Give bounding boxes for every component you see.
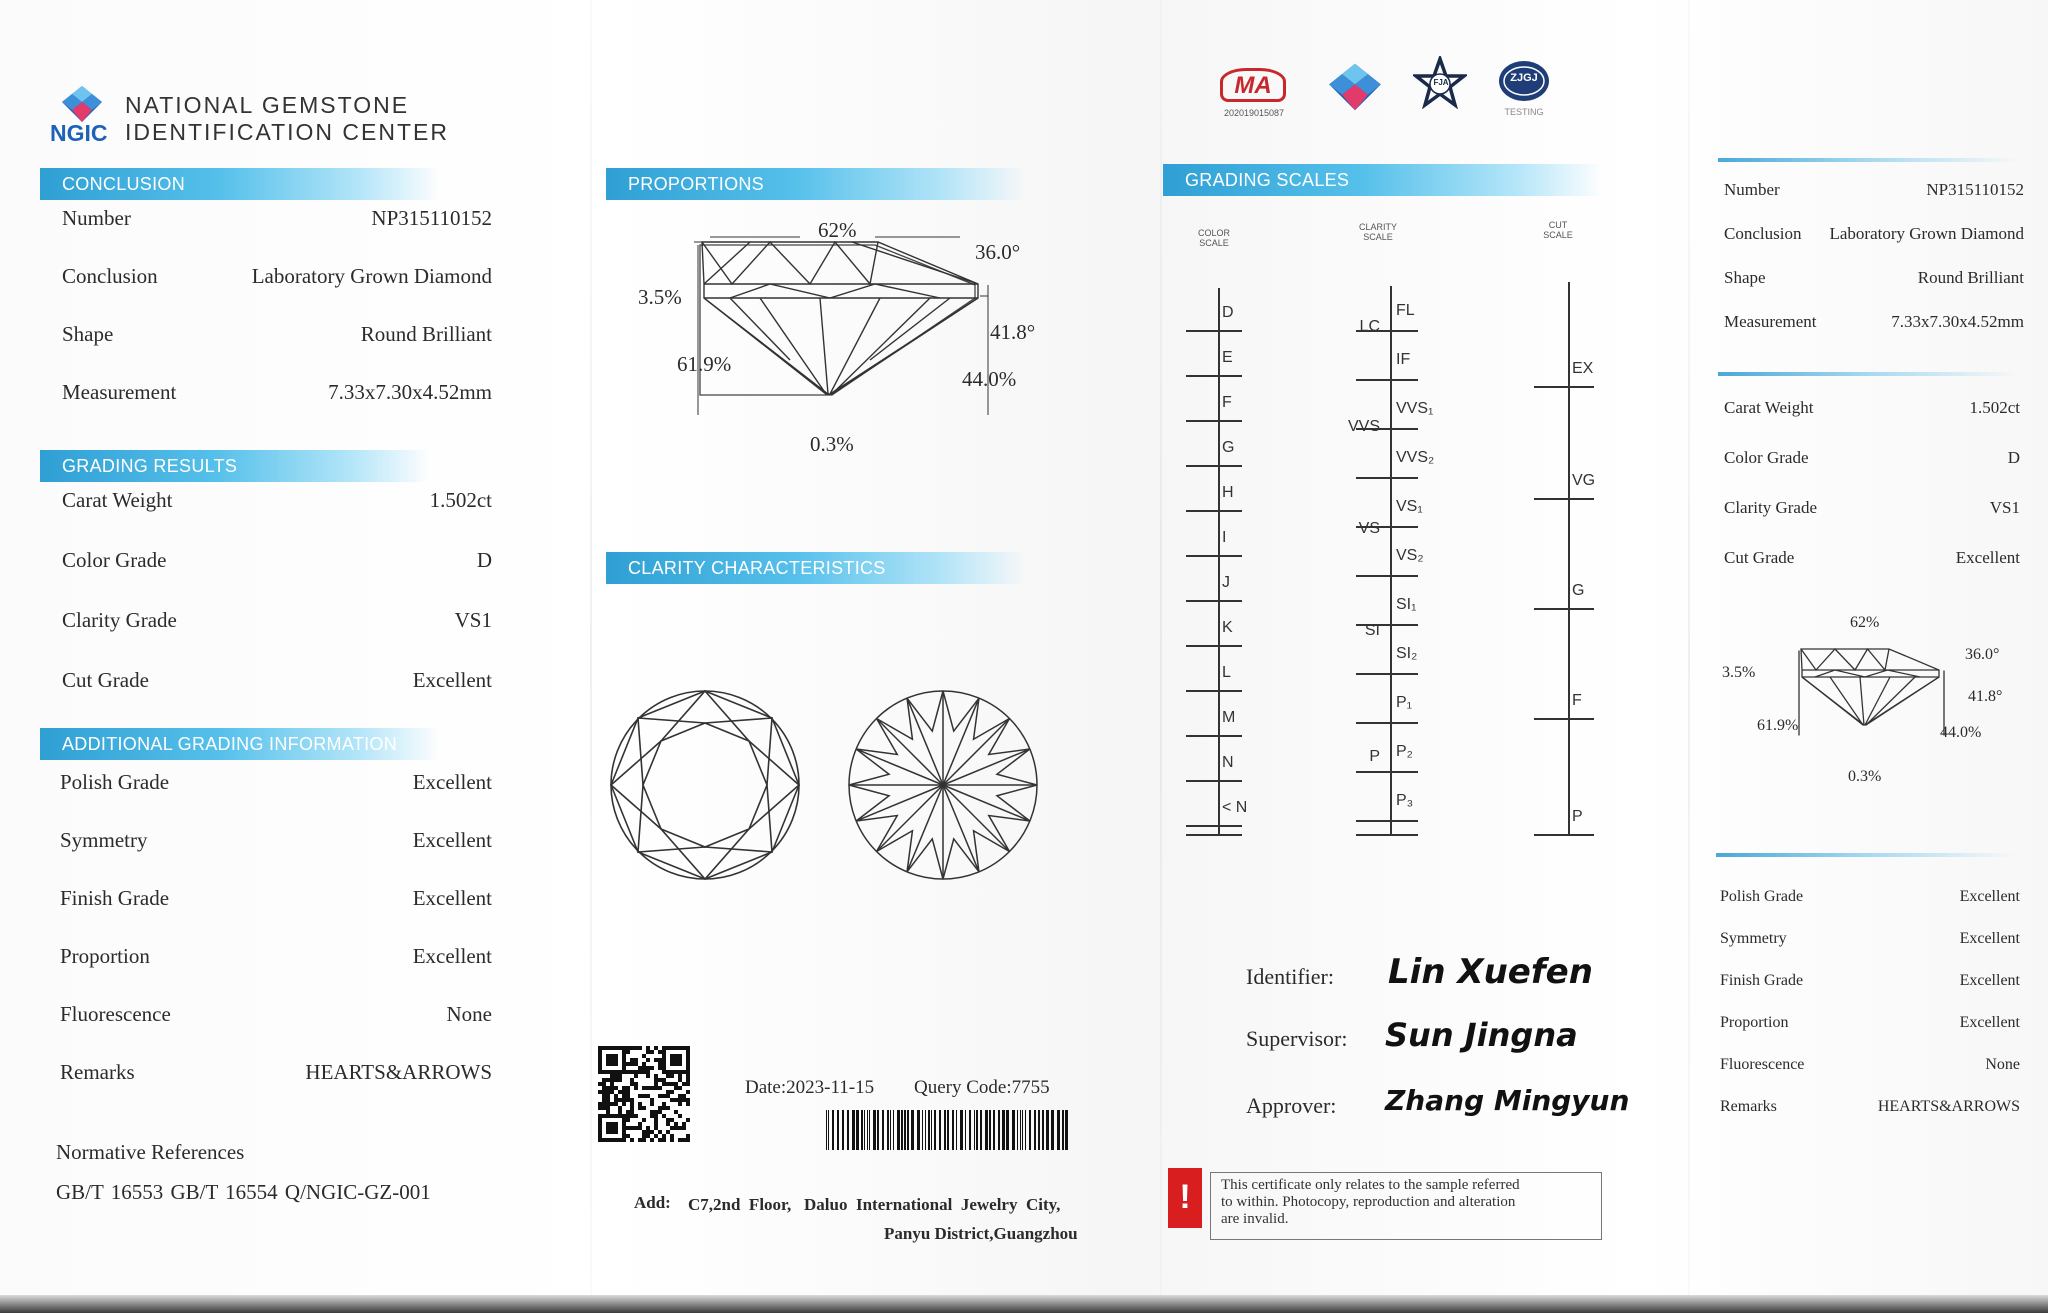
row-value: None xyxy=(1985,1056,2020,1073)
row-value: Excellent xyxy=(1959,888,2020,905)
color-scale-title xyxy=(1186,228,1242,248)
row-label: Shape xyxy=(62,322,114,346)
approver-signature: Zhang Mingyun xyxy=(1385,1084,1630,1117)
exclamation-icon: ! xyxy=(1168,1168,1202,1228)
row-label: Conclusion xyxy=(1724,224,1802,243)
info-row xyxy=(60,944,492,974)
cut-scale-title-2: SCALE xyxy=(1543,230,1573,240)
cut-scale-tick xyxy=(1534,608,1594,610)
cut-scale-title xyxy=(1530,220,1586,240)
row-value: Excellent xyxy=(412,828,492,852)
info-row xyxy=(1724,498,2020,528)
color-scale-tick xyxy=(1186,330,1242,332)
disclaimer-line-3: are invalid. xyxy=(1221,1211,1289,1227)
info-row xyxy=(62,608,492,638)
barcode-icon[interactable] xyxy=(826,1110,1070,1150)
clarity-scale-title xyxy=(1350,222,1406,242)
row-label: Cut Grade xyxy=(62,668,149,692)
row-value: HEARTS&ARROWS xyxy=(305,1060,492,1084)
clarity-group-label: VS xyxy=(1358,520,1380,537)
color-grade-label: E xyxy=(1222,349,1233,366)
color-scale-tick xyxy=(1186,834,1242,836)
clarity-scale-tick xyxy=(1356,834,1418,836)
row-value: D xyxy=(476,548,492,572)
color-grade-label: M xyxy=(1222,709,1236,726)
row-label: Number xyxy=(1724,180,1780,199)
query-code: Query Code:7755 xyxy=(914,1077,1050,1098)
row-value: NP315110152 xyxy=(371,206,492,230)
row-value: 7.33x7.30x4.52mm xyxy=(1891,312,2024,331)
address-line-2: Panyu District,Guangzhou xyxy=(884,1224,1078,1243)
cut-grade-label: EX xyxy=(1572,360,1594,377)
fold-line xyxy=(590,0,592,1313)
zjgj-subtext: TESTING xyxy=(1504,107,1544,117)
row-value: Laboratory Grown Diamond xyxy=(251,264,492,288)
cut-scale-title-1: CUT xyxy=(1548,220,1568,230)
row-label: Fluorescence xyxy=(60,1002,171,1026)
clarity-grade-label: VS₁ xyxy=(1396,498,1423,515)
disclaimer-line-2: to within. Photocopy, reproduction and alteration xyxy=(1221,1194,1516,1210)
summary-rule-2 xyxy=(1718,372,2018,376)
clarity-scale-tick xyxy=(1356,379,1418,381)
summary-culet: 0.3% xyxy=(1848,768,1882,785)
color-grade-label: H xyxy=(1222,484,1234,501)
info-row xyxy=(60,886,492,916)
color-scale-tick xyxy=(1186,825,1242,827)
clarity-grade-label: VS₂ xyxy=(1396,547,1424,564)
info-row xyxy=(60,1060,492,1090)
clarity-scale-title-2: SCALE xyxy=(1363,232,1393,242)
ngic-logo-icon xyxy=(58,84,106,124)
info-row xyxy=(62,322,492,352)
color-grade-label: D xyxy=(1222,304,1234,321)
color-grade-label: L xyxy=(1222,664,1231,681)
summary-proportions-diagram xyxy=(1760,628,1960,758)
fja-text: FJA xyxy=(1433,78,1449,87)
proportions-banner: PROPORTIONS xyxy=(606,168,1026,200)
clarity-grade-label: IF xyxy=(1396,351,1411,368)
cut-grade-label: VG xyxy=(1572,472,1596,489)
info-row xyxy=(60,828,492,858)
fold-line xyxy=(1688,0,1690,1313)
row-label: Clarity Grade xyxy=(62,608,177,632)
color-grade-label: K xyxy=(1222,619,1233,636)
certificate-date: Date:2023-11-15 xyxy=(745,1077,875,1098)
row-value: Excellent xyxy=(1955,548,2020,567)
summary-pavilion-angle: 41.8° xyxy=(1968,688,2003,705)
supervisor-label: Supervisor: xyxy=(1246,1026,1348,1051)
ma-logo: MA xyxy=(1220,68,1286,102)
row-value: VS1 xyxy=(454,608,492,632)
clarity-grade-label: P₁ xyxy=(1396,694,1413,711)
row-value: VS1 xyxy=(1989,498,2020,517)
clarity-scale-title-1: CLARITY xyxy=(1358,222,1397,232)
color-scale-title-2: SCALE xyxy=(1199,238,1229,248)
color-grade-label: F xyxy=(1222,394,1232,411)
address-line-1: C7,2nd Floor, Daluo International Jewelry City, xyxy=(688,1195,1061,1214)
color-scale-title-1: COLOR xyxy=(1197,228,1230,238)
color-grade-label: J xyxy=(1222,574,1230,591)
info-row xyxy=(1720,930,2020,960)
culet: 0.3% xyxy=(810,432,854,456)
clarity-scale-tick xyxy=(1356,722,1418,724)
info-row xyxy=(1720,1014,2020,1044)
color-scale-tick xyxy=(1186,780,1242,782)
summary-table-percent: 62% xyxy=(1850,614,1880,631)
color-scale-axis xyxy=(1218,288,1220,836)
row-label: Fluorescence xyxy=(1720,1056,1805,1073)
cut-scale-tick xyxy=(1534,718,1594,720)
summary-rule-3 xyxy=(1716,853,2016,857)
color-grade-label: I xyxy=(1222,529,1227,546)
fold-line xyxy=(1160,0,1162,1313)
row-value: Round Brilliant xyxy=(1917,268,2024,287)
grading-scales-banner: GRADING SCALES xyxy=(1163,164,1603,196)
info-row xyxy=(1724,224,2024,254)
clarity-group-label: SI xyxy=(1364,622,1380,639)
row-label: Measurement xyxy=(1724,312,1817,331)
row-label: Remarks xyxy=(60,1060,135,1084)
row-label: Polish Grade xyxy=(1720,888,1804,905)
info-row xyxy=(62,206,492,236)
color-grade-label: G xyxy=(1222,439,1235,456)
info-row xyxy=(1724,312,2024,342)
clarity-scale-tick xyxy=(1356,673,1418,675)
info-row xyxy=(1720,888,2020,918)
clarity-grade-label: FL xyxy=(1396,302,1415,319)
info-row xyxy=(1724,268,2024,298)
color-scale-tick xyxy=(1186,690,1242,692)
pavilion-plot-diagram xyxy=(843,685,1043,885)
supervisor-signature: Sun Jingna xyxy=(1385,1016,1578,1054)
normative-references-value: GB/T 16553 GB/T 16554 Q/NGIC-GZ-001 xyxy=(56,1180,431,1204)
row-label: Conclusion xyxy=(62,264,158,288)
row-value: Excellent xyxy=(412,770,492,794)
zjgj-text: ZJGJ xyxy=(1510,72,1538,84)
identifier-signature: Lin Xuefen xyxy=(1388,952,1593,992)
clarity-scale-tick xyxy=(1356,771,1418,773)
row-label: Symmetry xyxy=(1720,930,1787,947)
info-row xyxy=(1724,180,2024,210)
crown-angle: 36.0° xyxy=(975,240,1021,264)
qr-code-icon[interactable] xyxy=(598,1045,690,1143)
approver-label: Approver: xyxy=(1246,1093,1337,1118)
row-value: 7.33x7.30x4.52mm xyxy=(328,380,492,404)
proportions-diagram xyxy=(620,210,1020,450)
info-row xyxy=(62,488,492,518)
clarity-grade-label: P₃ xyxy=(1396,792,1414,809)
clarity-scale-tick xyxy=(1356,477,1418,479)
row-value: Excellent xyxy=(412,944,492,968)
info-row xyxy=(1724,448,2020,478)
row-value: Round Brilliant xyxy=(360,322,492,346)
row-label: Proportion xyxy=(60,944,150,968)
clarity-grade-label: VVS₁ xyxy=(1396,400,1434,417)
clarity-group-label: LC xyxy=(1359,318,1380,335)
disclaimer-box xyxy=(1210,1172,1602,1240)
info-row xyxy=(1720,972,2020,1002)
row-value: Laboratory Grown Diamond xyxy=(1829,224,2024,243)
info-row xyxy=(62,668,492,698)
ma-number: 202019015087 xyxy=(1223,108,1285,118)
row-value: 1.502ct xyxy=(1969,398,2020,417)
info-row xyxy=(62,380,492,410)
cut-grade-label: F xyxy=(1572,692,1582,709)
additional-grading-banner: ADDITIONAL GRADING INFORMATION xyxy=(40,728,440,760)
identifier-label: Identifier: xyxy=(1246,964,1334,989)
sheet-bottom-edge xyxy=(0,1295,2048,1313)
row-value: Excellent xyxy=(1959,930,2020,947)
clarity-grade-label: P₂ xyxy=(1396,743,1413,760)
crown-height: 3.5% xyxy=(638,285,682,309)
color-scale-tick xyxy=(1186,510,1242,512)
table-percent: 62% xyxy=(818,218,857,242)
color-scale-tick xyxy=(1186,735,1242,737)
row-label: Measurement xyxy=(62,380,177,404)
pavilion-angle: 41.8° xyxy=(990,320,1036,344)
info-row xyxy=(60,1002,492,1032)
row-label: Number xyxy=(62,206,131,230)
info-row xyxy=(62,548,492,578)
clarity-group-label: VVS xyxy=(1347,418,1380,435)
color-scale-tick xyxy=(1186,465,1242,467)
row-label: Carat Weight xyxy=(1724,398,1814,417)
clarity-scale-tick xyxy=(1356,820,1418,822)
row-label: Proportion xyxy=(1720,1014,1789,1031)
cut-grade-label: G xyxy=(1572,582,1585,599)
color-scale-tick xyxy=(1186,375,1242,377)
color-scale-tick xyxy=(1186,645,1242,647)
crown-plot-diagram xyxy=(605,685,805,885)
row-value: Excellent xyxy=(412,886,492,910)
color-grade-label: N xyxy=(1222,754,1234,771)
info-row xyxy=(1720,1098,2020,1128)
row-value: HEARTS&ARROWS xyxy=(1877,1098,2020,1115)
cut-grade-label: P xyxy=(1572,808,1583,825)
summary-crown-angle: 36.0° xyxy=(1965,646,2000,663)
color-scale-tick xyxy=(1186,555,1242,557)
clarity-scale-axis xyxy=(1390,286,1392,836)
row-value: Excellent xyxy=(412,668,492,692)
color-scale-tick xyxy=(1186,420,1242,422)
ngic-mark-icon xyxy=(1324,60,1386,114)
total-depth: 61.9% xyxy=(677,352,732,376)
row-label: Color Grade xyxy=(62,548,167,572)
row-value: 1.502ct xyxy=(429,488,492,512)
grading-results-banner: GRADING RESULTS xyxy=(40,450,430,482)
row-value: None xyxy=(446,1002,492,1026)
disclaimer-line-1: This certificate only relates to the sample referred xyxy=(1221,1177,1520,1193)
pavilion-depth: 44.0% xyxy=(962,367,1017,391)
conclusion-banner: CONCLUSION xyxy=(40,168,440,200)
clarity-grade-label: SI₂ xyxy=(1396,645,1418,662)
row-value: Excellent xyxy=(1959,1014,2020,1031)
row-value: NP315110152 xyxy=(1926,180,2024,199)
cut-scale-tick xyxy=(1534,386,1594,388)
summary-total-depth: 61.9% xyxy=(1757,717,1799,734)
summary-rule-1 xyxy=(1718,158,2018,162)
row-label: Shape xyxy=(1724,268,1766,287)
normative-references-title: Normative References xyxy=(56,1140,245,1164)
summary-crown-height: 3.5% xyxy=(1722,664,1756,681)
summary-pavilion-depth: 44.0% xyxy=(1940,724,1982,741)
org-name-line1: NATIONAL GEMSTONE xyxy=(125,92,410,118)
row-label: Symmetry xyxy=(60,828,148,852)
row-label: Finish Grade xyxy=(1720,972,1804,989)
address-label: Add: xyxy=(634,1193,671,1212)
info-row xyxy=(1724,548,2020,578)
row-label: Clarity Grade xyxy=(1724,498,1817,517)
row-label: Carat Weight xyxy=(62,488,173,512)
clarity-scale-tick xyxy=(1356,575,1418,577)
info-row xyxy=(60,770,492,800)
row-label: Polish Grade xyxy=(60,770,170,794)
row-label: Finish Grade xyxy=(60,886,170,910)
clarity-group-label: P xyxy=(1369,748,1380,765)
clarity-characteristics-banner: CLARITY CHARACTERISTICS xyxy=(606,552,1026,584)
info-row xyxy=(1724,398,2020,428)
row-label: Remarks xyxy=(1720,1098,1777,1115)
cut-scale-axis xyxy=(1568,282,1570,836)
cut-scale-tick xyxy=(1534,498,1594,500)
color-grade-label: < N xyxy=(1222,799,1248,816)
cut-scale-tick xyxy=(1534,834,1594,836)
org-name-line2: IDENTIFICATION CENTER xyxy=(125,119,449,145)
clarity-grade-label: VVS₂ xyxy=(1396,449,1435,466)
row-value: D xyxy=(2007,448,2020,467)
color-scale-tick xyxy=(1186,600,1242,602)
info-row xyxy=(1720,1056,2020,1086)
row-value: Excellent xyxy=(1959,972,2020,989)
row-label: Color Grade xyxy=(1724,448,1809,467)
info-row xyxy=(62,264,492,294)
row-label: Cut Grade xyxy=(1724,548,1795,567)
clarity-grade-label: SI₁ xyxy=(1396,596,1417,613)
org-abbr: NGIC xyxy=(50,120,108,146)
